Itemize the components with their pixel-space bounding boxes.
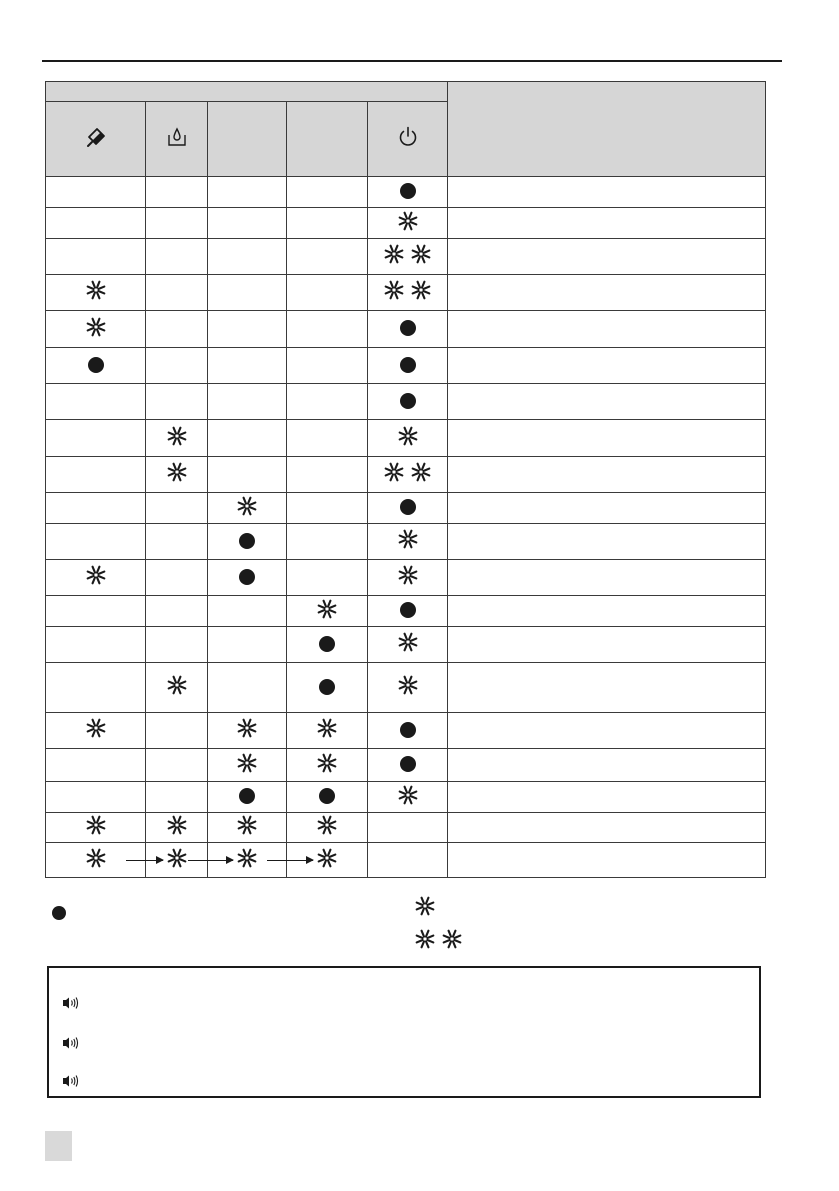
row-description [448, 749, 766, 782]
blink-asterisk-icon [414, 895, 436, 917]
status-cell [146, 813, 208, 843]
status-cell [208, 524, 287, 560]
blink-asterisk-icon [85, 814, 107, 836]
blink-asterisk-icon [85, 279, 107, 301]
status-cell [287, 275, 368, 311]
status-cell [208, 177, 287, 208]
column-header-water [146, 102, 208, 177]
status-cell [146, 239, 208, 275]
lit-dot-icon [88, 354, 104, 376]
status-cell [368, 524, 448, 560]
lit-dot-icon [52, 906, 66, 920]
status-cell [208, 596, 287, 627]
blink-asterisk-icon [85, 564, 107, 586]
blink-asterisk-icon [316, 598, 338, 620]
status-cell [287, 348, 368, 384]
status-cell [208, 663, 287, 713]
status-cell [287, 713, 368, 749]
table-row [46, 524, 766, 560]
blink-asterisk-icon [85, 316, 107, 338]
status-cell [208, 348, 287, 384]
column-header-4 [287, 102, 368, 177]
status-cell [368, 782, 448, 813]
row-description [448, 782, 766, 813]
filter-cleaning-icon [84, 125, 108, 149]
status-cell [287, 177, 368, 208]
lit-dot-icon [319, 633, 335, 655]
status-cell [46, 596, 146, 627]
table-row [46, 177, 766, 208]
status-cell [287, 596, 368, 627]
status-cell [287, 782, 368, 813]
table-row [46, 782, 766, 813]
table-row [46, 813, 766, 843]
status-cell [46, 627, 146, 663]
table-row [46, 749, 766, 782]
status-cell [287, 524, 368, 560]
lit-dot-icon [400, 390, 416, 412]
row-description [448, 596, 766, 627]
sequence-arrow-icon [267, 860, 314, 861]
row-description [448, 493, 766, 524]
table-row [46, 311, 766, 348]
blink-asterisk-icon [166, 847, 188, 869]
note-item [61, 995, 89, 1011]
status-cell [146, 749, 208, 782]
status-cell [208, 420, 287, 457]
status-cell [46, 177, 146, 208]
blink-asterisk-icon [316, 717, 338, 739]
status-cell [146, 663, 208, 713]
status-cell [208, 208, 287, 239]
lit-dot-icon [400, 317, 416, 339]
status-cell [287, 663, 368, 713]
status-cell [368, 239, 448, 275]
blink-asterisk-icon [397, 784, 419, 806]
status-cell [208, 311, 287, 348]
lit-dot-icon [400, 496, 416, 518]
lit-dot-icon [400, 599, 416, 621]
blink-asterisk-icon [397, 210, 419, 232]
row-description [448, 843, 766, 878]
status-cell [368, 420, 448, 457]
status-cell [46, 457, 146, 493]
status-cell [368, 384, 448, 420]
row-description [448, 663, 766, 713]
status-cell [287, 560, 368, 596]
status-cell [287, 208, 368, 239]
page-number-box [45, 1131, 72, 1161]
lit-dot-icon [400, 719, 416, 741]
sound-icon [61, 1073, 81, 1089]
blink-asterisk-icon [316, 814, 338, 836]
status-cell [287, 749, 368, 782]
status-cell [46, 782, 146, 813]
water-drop-icon [166, 126, 188, 148]
note-item [61, 1073, 89, 1089]
status-cell [46, 275, 146, 311]
status-cell [287, 813, 368, 843]
status-cell [146, 596, 208, 627]
status-cell [208, 275, 287, 311]
table-row [46, 457, 766, 493]
status-cell [208, 782, 287, 813]
blink-asterisk-icon [236, 752, 258, 774]
blink-asterisk-icon [316, 752, 338, 774]
status-cell [208, 627, 287, 663]
status-cell [46, 813, 146, 843]
status-cell [146, 177, 208, 208]
lit-dot-icon [239, 566, 255, 588]
lit-dot-icon [239, 530, 255, 552]
lit-dot-icon [400, 354, 416, 376]
status-cell [368, 275, 448, 311]
status-cell [208, 384, 287, 420]
status-cell [368, 311, 448, 348]
lit-dot-icon [400, 753, 416, 775]
row-description [448, 384, 766, 420]
status-cell [146, 560, 208, 596]
notes-box [47, 966, 761, 1098]
status-cell [287, 457, 368, 493]
note-item [61, 1035, 89, 1051]
column-header-filter [46, 102, 146, 177]
table-row [46, 275, 766, 311]
blink-asterisk-icon [236, 717, 258, 739]
double-blink-asterisk-icon [383, 461, 432, 483]
row-description [448, 713, 766, 749]
status-cell [46, 420, 146, 457]
table-row [46, 627, 766, 663]
double-blink-asterisk-icon [383, 243, 432, 265]
row-description [448, 239, 766, 275]
status-table [45, 81, 766, 878]
blink-asterisk-icon [85, 847, 107, 869]
status-cell [46, 493, 146, 524]
blink-asterisk-icon [397, 528, 419, 550]
status-cell [146, 493, 208, 524]
row-description [448, 177, 766, 208]
status-table-body [46, 177, 766, 878]
status-cell [146, 713, 208, 749]
blink-asterisk-icon [236, 814, 258, 836]
status-cell [208, 713, 287, 749]
blink-asterisk-icon [316, 847, 338, 869]
table-row [46, 713, 766, 749]
status-cell [46, 208, 146, 239]
blink-asterisk-icon [85, 717, 107, 739]
blink-asterisk-icon [236, 847, 258, 869]
status-cell [46, 560, 146, 596]
status-cell [46, 663, 146, 713]
status-cell [146, 524, 208, 560]
status-cell [146, 384, 208, 420]
column-header-3 [208, 102, 287, 177]
sound-icon [61, 995, 81, 1011]
status-cell [46, 348, 146, 384]
table-row [46, 208, 766, 239]
status-cell [208, 493, 287, 524]
status-cell [368, 348, 448, 384]
row-description [448, 524, 766, 560]
blink-asterisk-icon [166, 461, 188, 483]
status-cell [287, 420, 368, 457]
double-blink-asterisk-icon [414, 928, 463, 950]
sound-icon [61, 1035, 81, 1051]
status-cell [146, 457, 208, 493]
sequence-arrow-icon [126, 860, 163, 861]
lit-dot-icon [239, 785, 255, 807]
power-icon [396, 125, 420, 149]
status-cell [208, 560, 287, 596]
status-cell [287, 239, 368, 275]
status-cell [368, 457, 448, 493]
blink-asterisk-icon [397, 564, 419, 586]
top-rule [42, 60, 782, 62]
status-cell [287, 493, 368, 524]
status-cell [368, 493, 448, 524]
table-row [46, 348, 766, 384]
row-description [448, 275, 766, 311]
status-cell [208, 813, 287, 843]
blink-asterisk-icon [166, 425, 188, 447]
legend-blink [414, 895, 446, 917]
row-description [448, 627, 766, 663]
status-cell [287, 384, 368, 420]
row-description [448, 311, 766, 348]
status-cell [146, 208, 208, 239]
row-description [448, 420, 766, 457]
blink-asterisk-icon [236, 495, 258, 517]
table-row [46, 493, 766, 524]
legend-on [52, 906, 76, 920]
status-cell [146, 420, 208, 457]
status-cell [368, 560, 448, 596]
status-cell [287, 311, 368, 348]
blink-asterisk-icon [166, 814, 188, 836]
legend-blink-fast [414, 928, 473, 950]
status-cell [146, 627, 208, 663]
status-cell [46, 749, 146, 782]
row-description [448, 813, 766, 843]
status-cell [368, 627, 448, 663]
status-cell [46, 713, 146, 749]
status-cell [368, 813, 448, 843]
blink-asterisk-icon [166, 674, 188, 696]
table-row [46, 663, 766, 713]
status-cell [146, 275, 208, 311]
lit-dot-icon [400, 180, 416, 202]
status-cell [46, 239, 146, 275]
table-row [46, 239, 766, 275]
status-cell [368, 749, 448, 782]
double-blink-asterisk-icon [383, 279, 432, 301]
status-cell [368, 208, 448, 239]
row-description [448, 560, 766, 596]
table-row [46, 560, 766, 596]
description-header [448, 82, 766, 177]
status-cell [146, 782, 208, 813]
row-description [448, 457, 766, 493]
status-cell [368, 596, 448, 627]
status-cell [46, 311, 146, 348]
lit-dot-icon [319, 785, 335, 807]
blink-asterisk-icon [397, 631, 419, 653]
status-cell [208, 749, 287, 782]
table-row [46, 384, 766, 420]
blink-asterisk-icon [397, 674, 419, 696]
blink-asterisk-icon [397, 425, 419, 447]
status-cell [368, 177, 448, 208]
lit-dot-icon [319, 676, 335, 698]
header-group-cell [46, 82, 448, 102]
row-description [448, 348, 766, 384]
table-row [46, 596, 766, 627]
status-cell [208, 239, 287, 275]
status-cell [146, 348, 208, 384]
status-cell [368, 713, 448, 749]
status-cell [368, 843, 448, 878]
status-cell [46, 384, 146, 420]
table-row [46, 420, 766, 457]
status-cell [146, 311, 208, 348]
status-cell [46, 524, 146, 560]
status-cell [368, 663, 448, 713]
row-description [448, 208, 766, 239]
status-cell [208, 457, 287, 493]
column-header-power [368, 102, 448, 177]
sequence-arrow-icon [188, 860, 234, 861]
status-cell [287, 627, 368, 663]
